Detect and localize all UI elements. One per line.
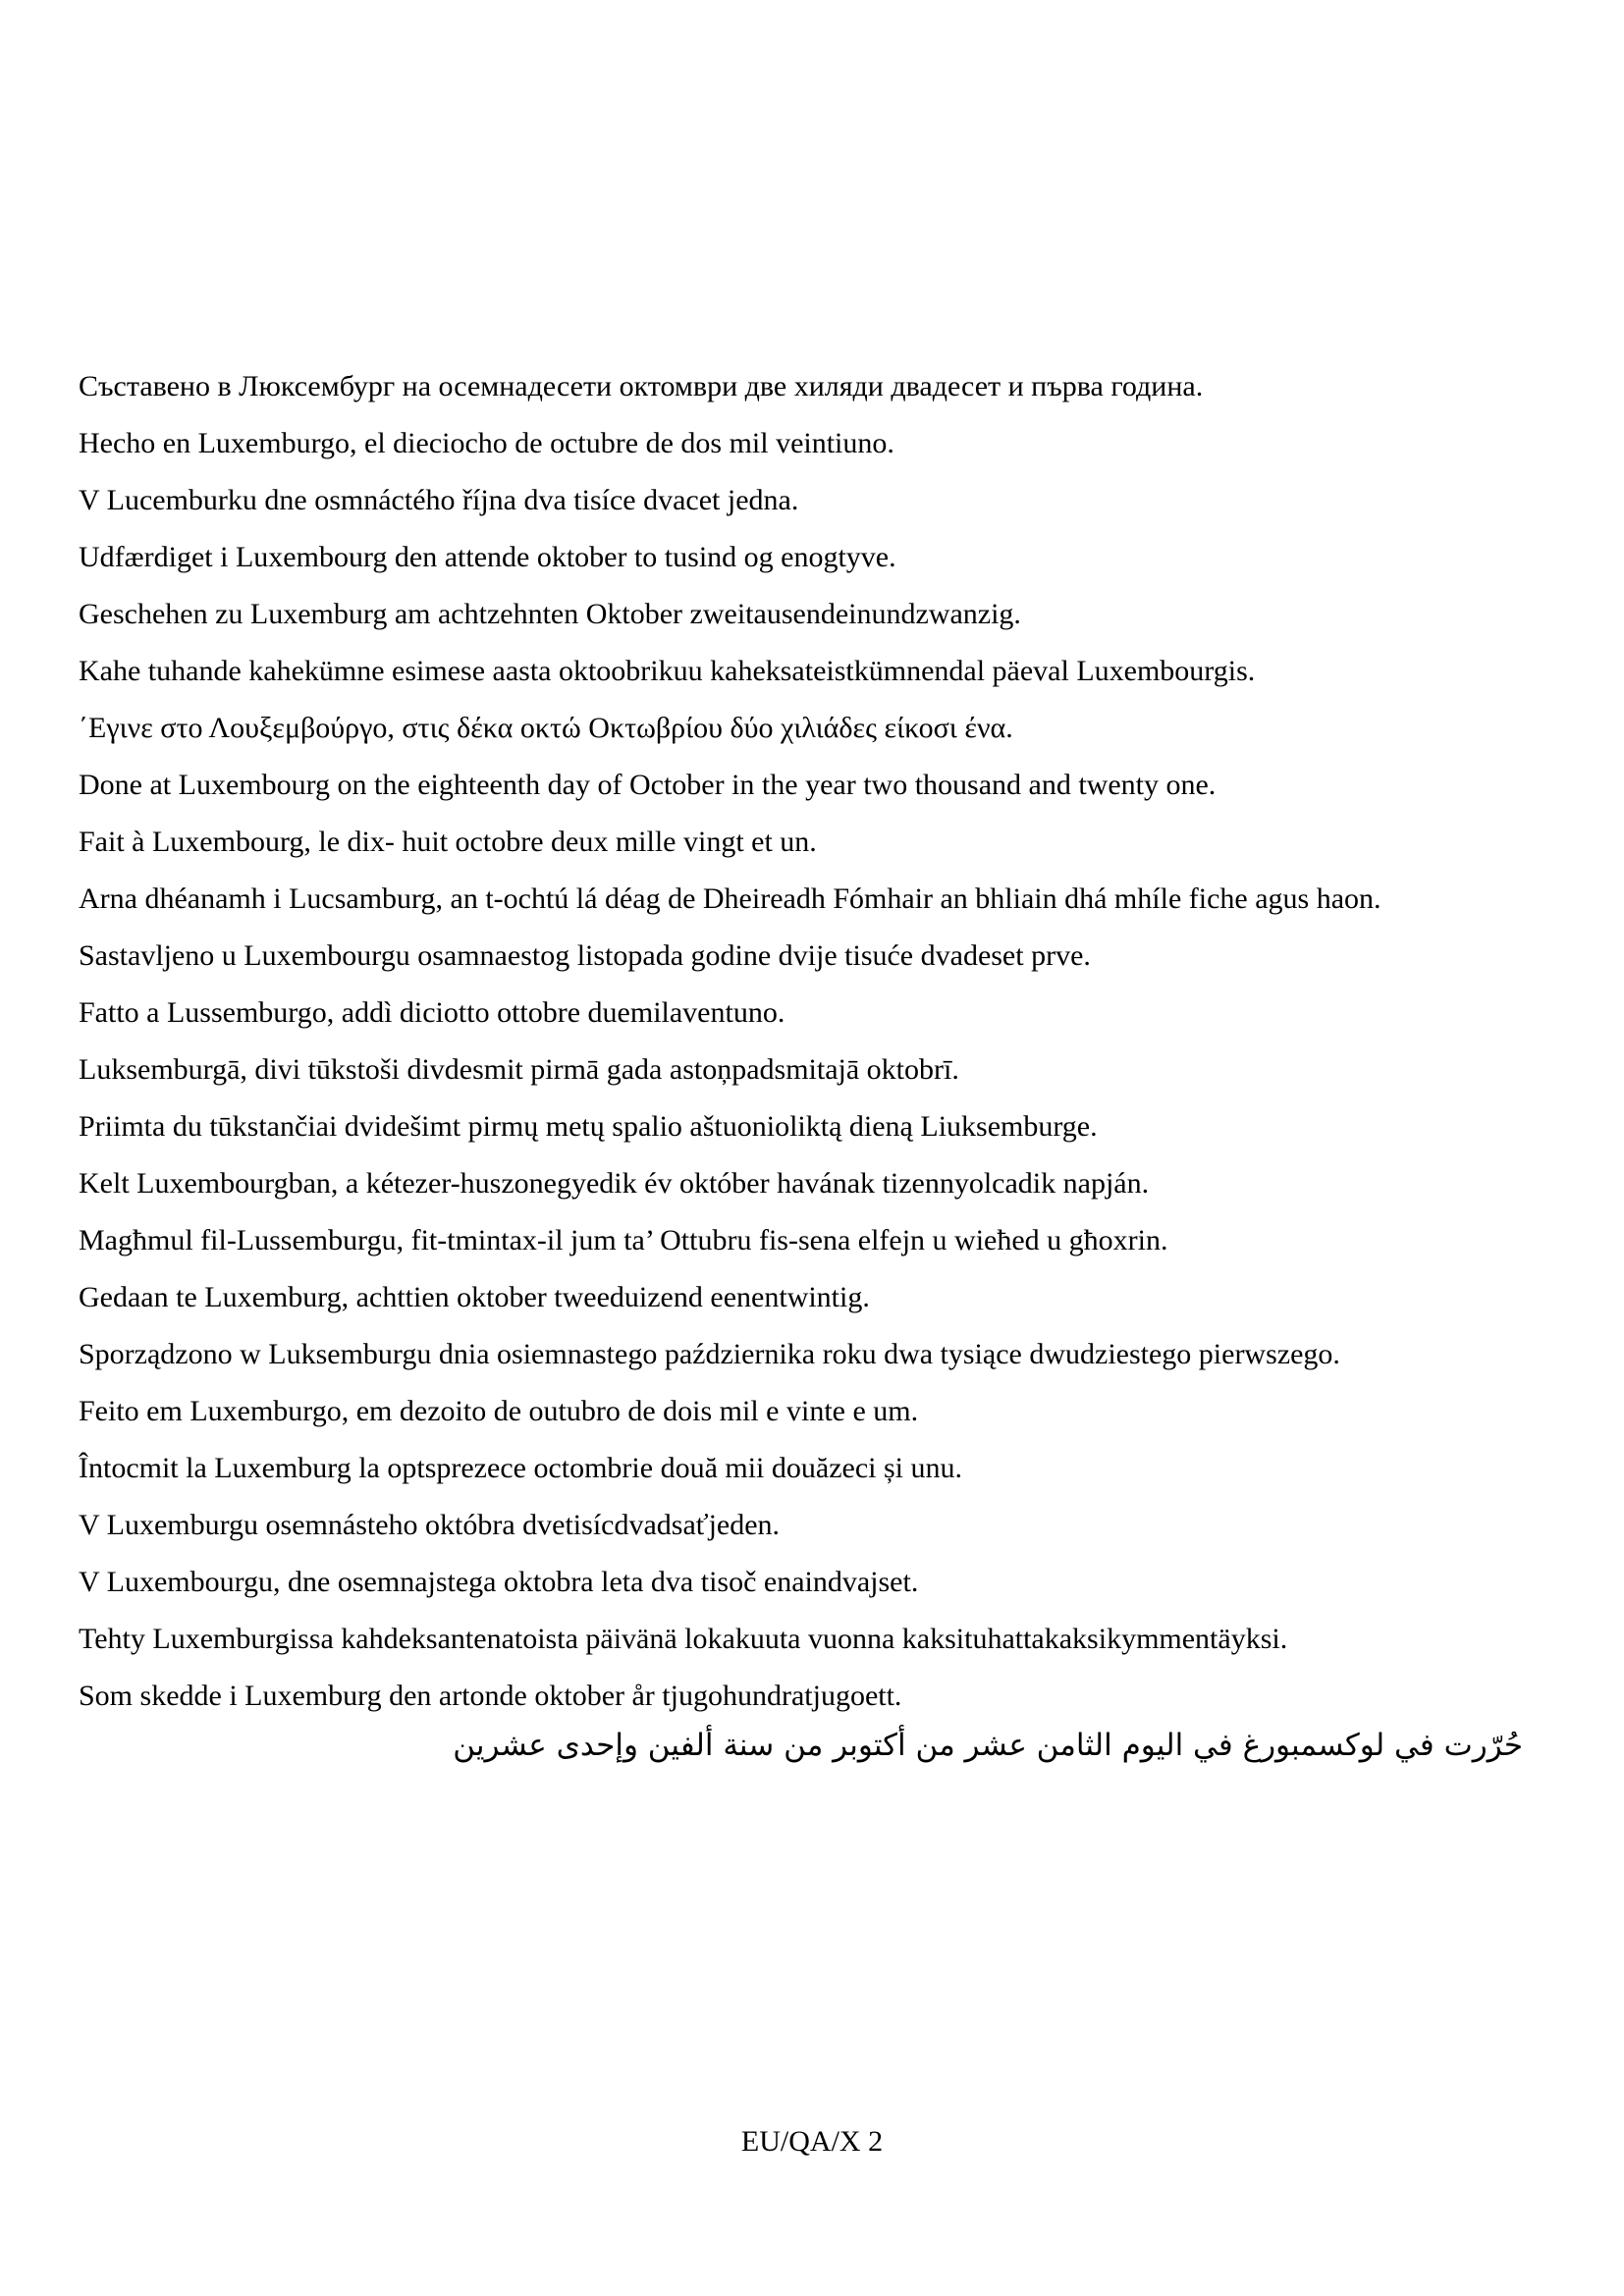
text-line-sv: Som skedde i Luxemburg den artonde oktober år tjugohundratjugoett. [79,1680,902,1712]
text-line-ga: Arna dhéanamh i Lucsamburg, an t-ochtú lá déag de Dheireadh Fómhair an bhliain dhá mhíle fiche agus haon. [79,882,1381,915]
text-line-pt: Feito em Luxemburgo, em dezoito de outubro de dois mil e vinte e um. [79,1395,919,1427]
text-line-sl: V Luxembourgu, dne osemnajstega oktobra leta dva tisoč enaindvajset. [79,1566,919,1598]
text-line-hu: Kelt Luxembourgban, a kétezer-huszonegyedik év október havának tizennyolcadik napján. [79,1167,1150,1200]
text-line-cs: V Lucemburku dne osmnáctého října dva tisíce dvacet jedna. [79,484,799,516]
text-line-ar: حُرّرت في لوكسمبورغ في اليوم الثامن عشر من أكتوبر من سنة ألفين وإحدى عشرين [453,1728,1523,1763]
text-line-hr: Sastavljeno u Luxembourgu osamnaestog listopada godine dvije tisuće dvadeset prve. [79,939,1091,972]
text-line-nl: Gedaan te Luxemburg, achttien oktober tweeduizend eenentwintig. [79,1281,870,1313]
text-line-bg: Съставено в Люксембург на осемнадесети октомври две хиляди двадесет и първа година. [79,370,1204,402]
text-line-de: Geschehen zu Luxemburg am achtzehnten Oktober zweitausendeinundzwanzig. [79,598,1021,630]
text-line-da: Udfærdiget i Luxembourg den attende oktober to tusind og enogtyve. [79,541,896,573]
text-line-sk: V Luxemburgu osemnásteho októbra dvetisícdvadsaťjeden. [79,1509,781,1541]
text-line-fr: Fait à Luxembourg, le dix- huit octobre deux mille vingt et un. [79,826,817,858]
text-line-en: Done at Luxembourg on the eighteenth day of October in the year two thousand and twenty one. [79,769,1217,801]
text-line-et: Kahe tuhande kahekümne esimese aasta oktoobrikuu kaheksateistkümnendal päeval Luxembourgis. [79,655,1256,687]
text-line-ro: Întocmit la Luxemburg la optsprezece octombrie două mii douăzeci și unu. [79,1452,962,1484]
document-reference-footer: EU/QA/X 2 [740,2125,884,2158]
text-line-lv: Luksemburgā, divi tūkstoši divdesmit pirmā gada astoņpadsmitajā oktobrī. [79,1053,959,1086]
text-line-es: Hecho en Luxemburgo, el dieciocho de octubre de dos mil veintiuno. [79,427,894,459]
text-line-it: Fatto a Lussemburgo, addì diciotto ottobre duemilaventuno. [79,996,785,1029]
text-line-lt: Priimta du tūkstančiai dvidešimt pirmų metų spalio aštuonioliktą dieną Liuksemburge. [79,1110,1098,1143]
text-line-fi: Tehty Luxemburgissa kahdeksantenatoista päivänä lokakuuta vuonna kaksituhattakaksikymmentäyksi. [79,1623,1288,1655]
text-line-mt: Magħmul fil-Lussemburgu, fit-tmintax-il jum ta’ Ottubru fis-sena elfejn u wieħed u għoxrin. [79,1224,1168,1256]
signature-lines [79,365,1551,1732]
text-line-pl: Sporządzono w Luksemburgu dnia osiemnastego października roku dwa tysiące dwudziestego pierwszego. [79,1338,1340,1370]
text-line-el: ΄Εγινε στο Λουξεμβούργο, στις δέκα οκτώ Οκτωβρίου δύο χιλιάδες είκοσι ένα. [79,712,1013,744]
